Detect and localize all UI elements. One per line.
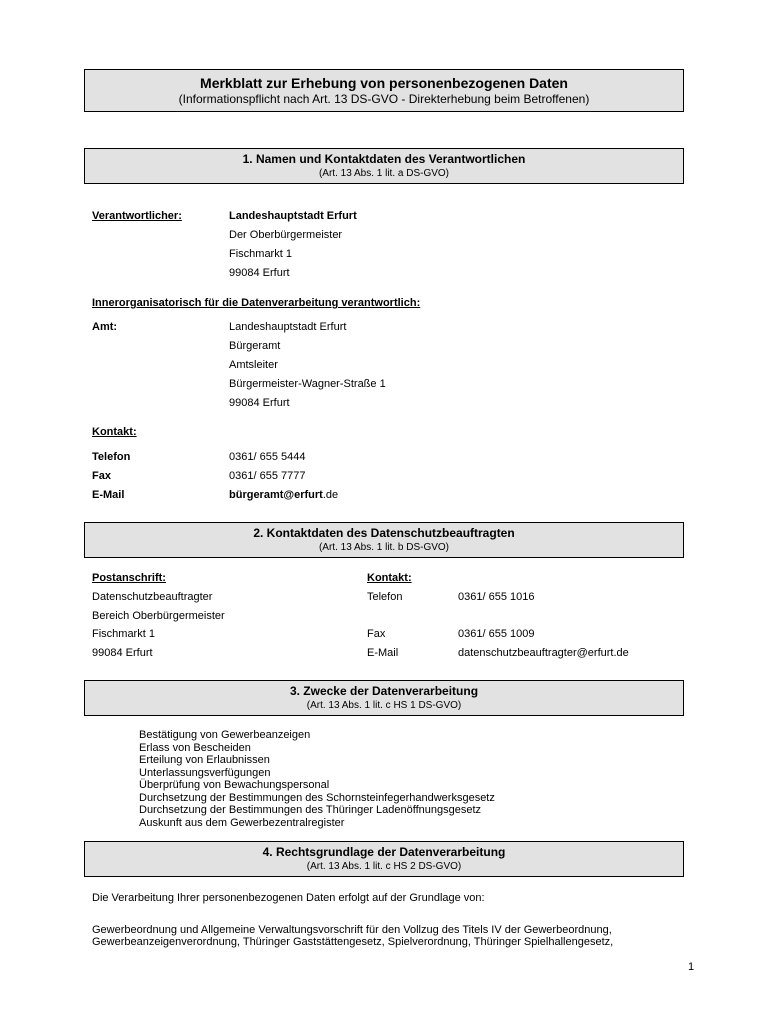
responsible-line: 99084 Erfurt: [229, 267, 290, 279]
dpo-phone-label: Telefon: [367, 591, 403, 603]
section-3-title: 3. Zwecke der Datenverarbeitung: [289, 684, 479, 698]
section-1-header: [84, 148, 684, 184]
purpose-item: Durchsetzung der Bestimmungen des Schornsteinfegerhandwerksgesetz: [139, 791, 495, 804]
purpose-item: Erteilung von Erlaubnissen: [139, 754, 270, 766]
email-value[interactable]: [229, 488, 338, 502]
office-line: Amtsleiter: [229, 359, 278, 371]
dpo-contact-heading: Kontakt:: [367, 572, 412, 584]
section-3-header: [84, 680, 684, 716]
email-domain-part: .de: [322, 489, 339, 501]
section-2-title: 2. Kontaktdaten des Datenschutzbeauftragten: [253, 526, 515, 540]
postal-line: 99084 Erfurt: [92, 647, 153, 659]
fax-label: Fax: [92, 470, 111, 482]
document-header: [84, 69, 684, 112]
postal-heading: Postanschrift:: [92, 572, 166, 584]
purpose-list: [139, 729, 495, 829]
office-line: 99084 Erfurt: [229, 397, 290, 409]
purpose-item: Erlass von Bescheiden: [139, 741, 251, 754]
dpo-phone-value: 0361/ 655 1016: [458, 591, 535, 603]
responsible-label: Verantwortlicher:: [92, 210, 182, 222]
document-subtitle: (Informationspflicht nach Art. 13 DS-GVO - Direkterhebung beim Betroffenen): [178, 92, 590, 106]
fax-value: 0361/ 655 7777: [229, 470, 306, 482]
legal-basis-line: Gewerbeanzeigenverordnung, Thüringer Gaststättengesetz, Spielverordnung, Thüringer Spielhallengesetz,: [92, 936, 614, 948]
dpo-fax-value: 0361/ 655 1009: [458, 628, 535, 640]
phone-label: Telefon: [92, 451, 131, 463]
postal-line: Fischmarkt 1: [92, 628, 155, 640]
purpose-item: Durchsetzung der Bestimmungen des Thüringer Ladenöffnungsgesetz: [139, 804, 482, 816]
section-1-subtitle: (Art. 13 Abs. 1 lit. a DS-GVO): [318, 168, 450, 179]
section-2-subtitle: (Art. 13 Abs. 1 lit. b DS-GVO): [318, 542, 450, 553]
purpose-item: Unterlassungsverfügungen: [139, 766, 271, 779]
responsible-name: Landeshauptstadt Erfurt: [229, 210, 357, 222]
section-3-subtitle: (Art. 13 Abs. 1 lit. c HS 1 DS-GVO): [306, 700, 462, 711]
responsible-line: Der Oberbürgermeister: [229, 229, 343, 241]
section-4-subtitle: (Art. 13 Abs. 1 lit. c HS 2 DS-GVO): [306, 861, 462, 872]
section-1-title: 1. Namen und Kontaktdaten des Verantwortlichen: [242, 152, 526, 166]
section-4-header: [84, 841, 684, 877]
responsible-line: Fischmarkt 1: [229, 248, 292, 260]
dpo-email-label: E-Mail: [367, 647, 399, 659]
email-label: E-Mail: [92, 489, 125, 501]
page-number: 1: [688, 961, 695, 973]
email-bold-part: bürgeramt@erfurt: [229, 489, 323, 501]
office-label: Amt:: [92, 321, 118, 333]
phone-value: 0361/ 655 5444: [229, 451, 306, 463]
postal-line: Datenschutzbeauftragter: [92, 591, 213, 603]
dpo-email-value[interactable]: datenschutzbeauftragter@erfurt.de: [458, 647, 629, 659]
internal-responsibility-heading: Innerorganisatorisch für die Datenverarbeitung verantwortlich:: [92, 297, 421, 309]
section-4-title: 4. Rechtsgrundlage der Datenverarbeitung: [262, 845, 506, 859]
section-2-header: [84, 522, 684, 558]
purpose-item: Überprüfung von Bewachungspersonal: [139, 779, 330, 791]
dpo-fax-label: Fax: [367, 628, 386, 640]
legal-basis-line: Gewerbeordnung und Allgemeine Verwaltungsvorschrift für den Vollzug des Titels IV der Gewerbeordnung,: [92, 924, 612, 936]
purpose-item: Auskunft aus dem Gewerbezentralregister: [139, 816, 345, 829]
postal-line: Bereich Oberbürgermeister: [92, 610, 225, 622]
office-line: Bürgermeister-Wagner-Straße 1: [229, 378, 386, 390]
document-title: Merkblatt zur Erhebung von personenbezogenen Daten: [200, 75, 568, 91]
purpose-item: Bestätigung von Gewerbeanzeigen: [139, 729, 311, 741]
contact-heading: Kontakt:: [92, 426, 137, 438]
legal-basis-intro: Die Verarbeitung Ihrer personenbezogenen Daten erfolgt auf der Grundlage von:: [92, 892, 485, 904]
office-line: Bürgeramt: [229, 340, 281, 352]
office-line: Landeshauptstadt Erfurt: [229, 321, 347, 333]
